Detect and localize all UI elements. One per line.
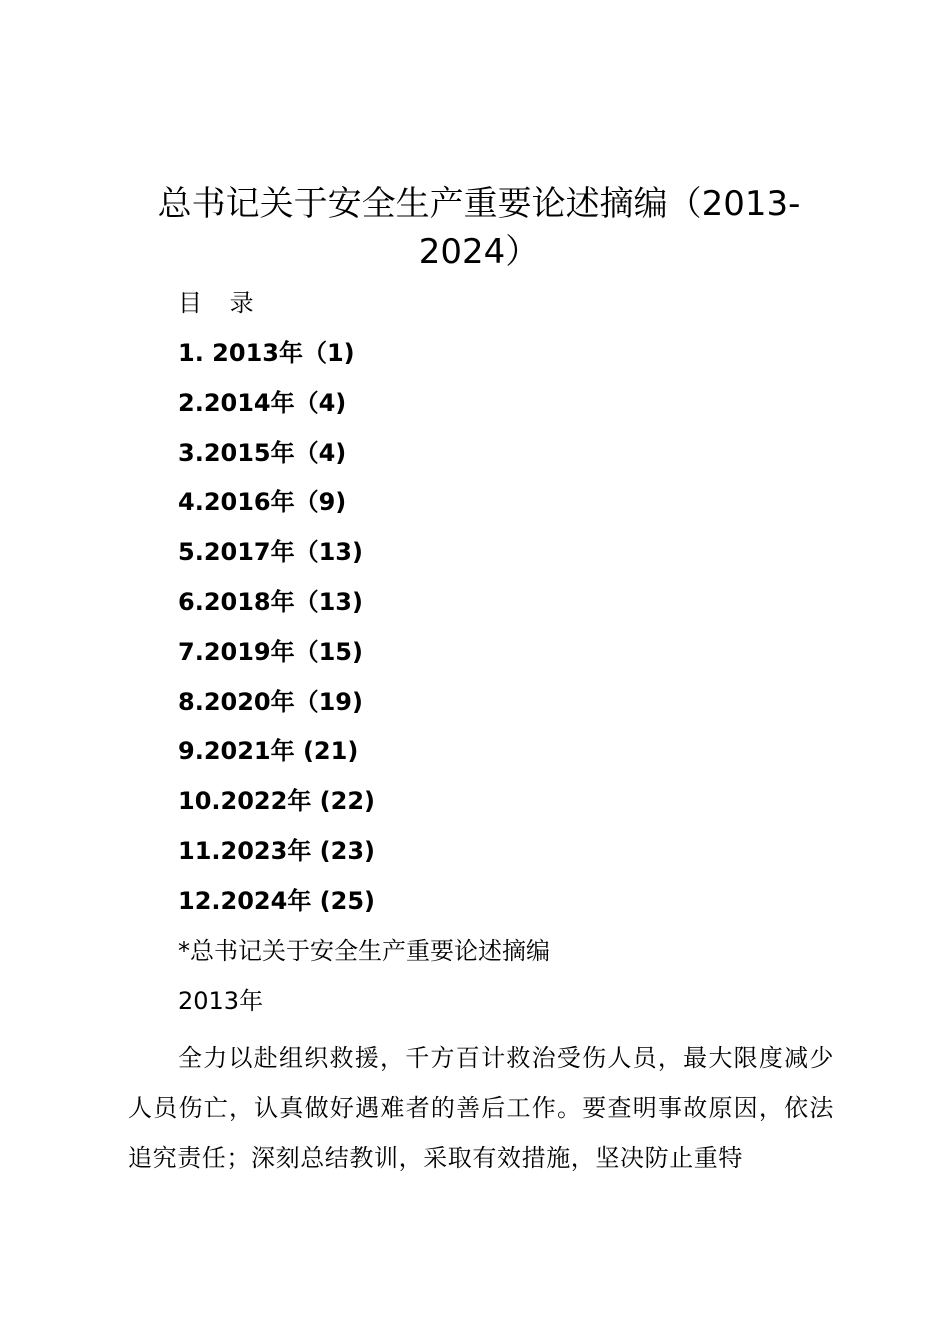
toc-item: 12.2024年 (25) <box>178 886 376 915</box>
toc-item: 6.2018年（13) <box>178 587 363 616</box>
document-title: 总书记关于安全生产重要论述摘编（2013-2024） <box>157 184 801 272</box>
toc-item: 9.2021年 (21) <box>178 737 359 766</box>
toc-item: 10.2022年 (22) <box>178 787 376 816</box>
toc-item: 5.2017年（13) <box>178 538 363 567</box>
toc-item: 2.2014年（4) <box>178 388 347 417</box>
toc-heading: 目 录 <box>178 289 264 317</box>
table-of-contents <box>178 335 375 933</box>
toc-item: 3.2015年（4) <box>178 438 347 467</box>
toc-item: 11.2023年 (23) <box>178 836 376 865</box>
toc-item: 8.2020年（19) <box>178 687 363 716</box>
toc-item: 7.2019年（15) <box>178 637 363 666</box>
toc-item: 1. 2013年（1) <box>178 339 355 367</box>
toc-item: 4.2016年（9) <box>178 488 347 517</box>
body-paragraph: 全力以赴组织救援，千方百计救治受伤人员，最大限度减少人员伤亡，认真做好遇难者的善后工作。要查明事故原因，依法追究责任；深刻总结教训，采取有效措施，坚决防止重特 <box>128 1044 834 1172</box>
year-heading: 2013年 <box>178 987 264 1015</box>
section-title: *总书记关于安全生产重要论述摘编 <box>178 937 550 965</box>
